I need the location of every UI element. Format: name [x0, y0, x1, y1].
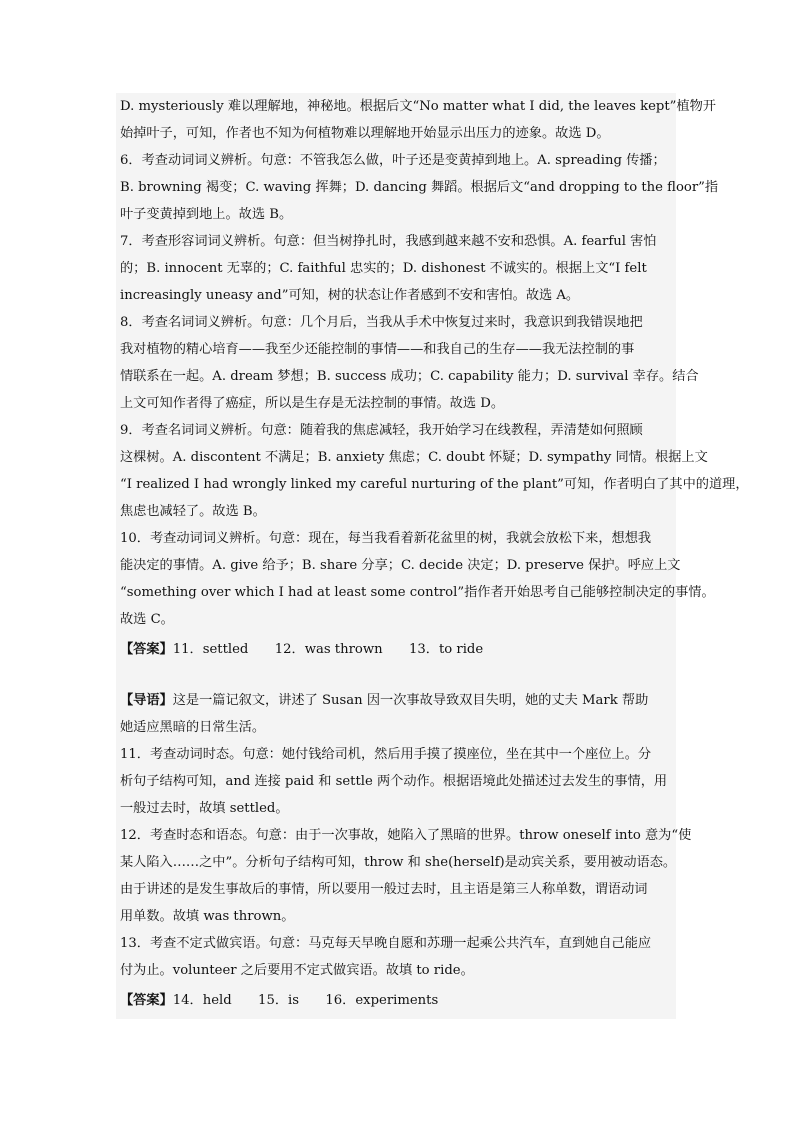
text-line: 10．考查动词词义辨析。句意：现在，每当我看着新花盆里的树，我就会放松下来，想想我 [120, 531, 652, 546]
answer-tag: 【答案】 [120, 642, 173, 657]
text-line: 9．考查名词词义辨析。句意：随着我的焦虑减轻，我开始学习在线教程，弄清楚如何照顾 [120, 423, 643, 438]
text-line: 情联系在一起。A. dream 梦想；B. success 成功；C. capability 能力；D. survival 幸存。结合 [120, 369, 699, 384]
text-line: D. mysteriously 难以理解地，神秘地。根据后文“No matter what I did, the leaves kept”植物开 [120, 99, 716, 114]
text-line: 6．考查动词词义辨析。句意：不管我怎么做，叶子还是变黄掉到地上。A. spreading 传播； [120, 153, 666, 168]
text-line: 一般过去时，故填 settled。 [120, 801, 289, 816]
text-line: 用单数。故填 was thrown。 [120, 909, 295, 924]
text-line: 焦虑也减轻了。故选 B。 [120, 504, 266, 519]
text-line: 13．考查不定式做宾语。句意：马克每天早晚自愿和苏珊一起乘公共汽车，直到她自己能应 [120, 936, 652, 951]
text-line: 能决定的事情。A. give 给予；B. share 分享；C. decide 决定；D. preserve 保护。呼应上文 [120, 558, 681, 573]
text-line: 这棵树。A. discontent 不满足；B. anxiety 焦虑；C. doubt 怀疑；D. sympathy 同情。根据上文 [120, 450, 708, 465]
text-line: 析句子结构可知，and 连接 paid 和 settle 两个动作。根据语境此处描述过去发生的事情，用 [120, 774, 668, 789]
answer-tag: 【答案】 [120, 993, 173, 1008]
text-line: 叶子变黄掉到地上。故选 B。 [120, 207, 293, 222]
text-line: 故选 C。 [120, 612, 174, 627]
text-line: 由于讲述的是发生事故后的事情，所以要用一般过去时，且主语是第三人称单数，谓语动词 [120, 882, 648, 897]
answer-line [120, 987, 676, 1014]
text-line: 7．考查形容词词义辨析。句意：但当树挣扎时，我感到越来越不安和恐惧。A. fearful 害怕 [120, 234, 657, 249]
text-line: B. browning 褐变；C. waving 挥舞；D. dancing 舞蹈。根据后文“and dropping to the floor”指 [120, 180, 719, 195]
document-page [116, 93, 749, 1019]
text-line: 始掉叶子，可知，作者也不知为何植物难以理解地开始显示出压力的迹象。故选 D。 [120, 126, 610, 141]
answer-text: 14．held 15．is 16．experiments [172, 993, 439, 1008]
text-line: 付为止。volunteer 之后要用不定式做宾语。故填 to ride。 [120, 963, 474, 978]
guide-line [120, 687, 676, 714]
text-line: 她适应黑暗的日常生活。 [120, 720, 266, 735]
text-line: 的；B. innocent 无辜的；C. faithful 忠实的；D. dishonest 不诚实的。根据上文“I felt [120, 261, 647, 276]
answer-text: 11．settled 12．was thrown 13．to ride [172, 642, 484, 657]
text-line: 上文可知作者得了癌症，所以是生存是无法控制的事情。故选 D。 [120, 396, 505, 411]
text-line: increasingly uneasy and”可知，树的状态让作者感到不安和害怕。故选 A。 [120, 288, 580, 303]
answer-line [120, 636, 676, 663]
text-line: 12．考查时态和语态。句意：由于一次事故，她陷入了黑暗的世界。throw oneself into 意为“使 [120, 828, 692, 843]
text-line: “something over which I had at least some control”指作者开始思考自己能够控制决定的事情。 [120, 585, 715, 600]
text-line: 8．考查名词词义辨析。句意：几个月后，当我从手术中恢复过来时，我意识到我错误地把 [120, 315, 643, 330]
text-line: 11．考查动词时态。句意：她付钱给司机，然后用手摸了摸座位，坐在其中一个座位上。分 [120, 747, 652, 762]
text-line: “I realized I had wrongly linked my careful nurturing of the plant”可知，作者明白了其中的道理， [120, 477, 749, 492]
guide-text: 这是一篇记叙文，讲述了 Susan 因一次事故导致双目失明，她的丈夫 Mark 帮助 [172, 693, 649, 708]
text-line: 某人陷入……之中”。分析句子结构可知，throw 和 she(herself)是动宾关系，要用被动语态。 [120, 855, 677, 870]
text-line: 我对植物的精心培育——我至少还能控制的事情——和我自己的生存——我无法控制的事 [120, 342, 635, 357]
guide-tag: 【导语】 [120, 693, 173, 708]
